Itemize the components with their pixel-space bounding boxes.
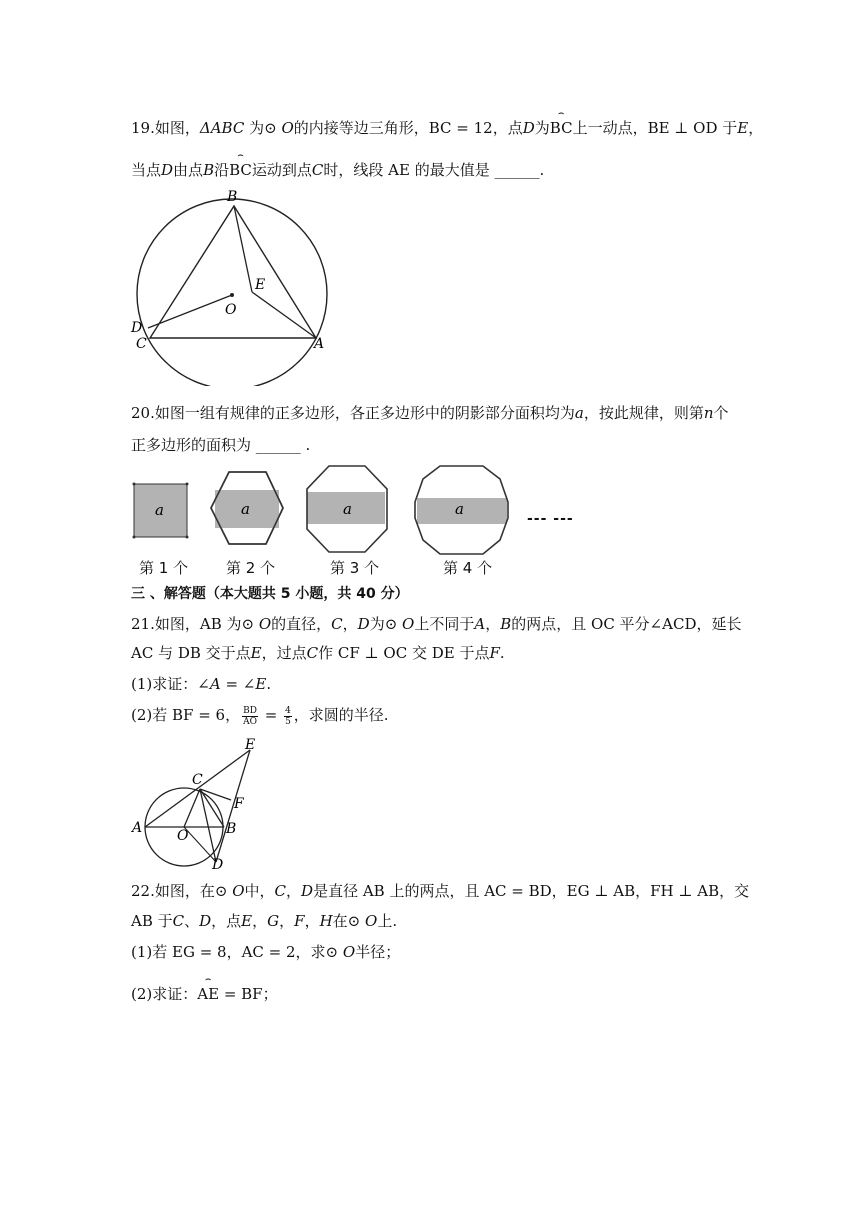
label-d: D	[212, 857, 224, 872]
polygon-2-hexagon	[211, 472, 283, 544]
q22-line1: 22.如图，在⊙ O中，C，D是直径 AB 上的两点，且 AC = BD，EG ⊥ AB，FH ⊥ AB，交	[131, 882, 750, 900]
center-point	[230, 293, 234, 297]
label-b: B	[227, 189, 238, 205]
polygon-4-decagon	[415, 466, 508, 554]
line-de	[216, 750, 250, 862]
q21-circle-figure	[130, 736, 270, 872]
arc-bc: ⌢ BC	[229, 160, 252, 180]
q21-part1: (1)求证：∠A = ∠E.	[131, 675, 272, 693]
label-o: O	[177, 828, 189, 844]
segment-be	[234, 206, 252, 292]
label-c: C	[192, 772, 203, 788]
segment-ae	[252, 292, 316, 338]
label-a: A	[132, 820, 143, 836]
caption-4: 第 4 个	[443, 559, 493, 577]
fraction-4-5: $\frac{4}{5}$	[285, 705, 291, 727]
label-f: F	[234, 796, 244, 812]
segment-do	[148, 295, 232, 328]
polygon-1-label: a	[155, 501, 164, 519]
caption-1: 第 1 个	[139, 559, 189, 577]
line-ae	[145, 750, 250, 827]
q20-polygons-figure	[125, 458, 525, 558]
section-heading: 三 、解答题（本大题共 5 小题，共 40 分）	[131, 586, 409, 602]
q22-part2: (2)求证：⌢ AE = BF；	[131, 984, 278, 1004]
q20-line1: 20.如图一组有规律的正多边形，各正多边形中的阴影部分面积均为a，按此规律，则第n个	[131, 404, 729, 422]
q21-line2: AC 与 DB 交于点E，过点C作 CF ⊥ OC 交 DE 于点F.	[131, 644, 505, 662]
arc-ae: ⌢ AE	[197, 984, 219, 1004]
q19-line1: 19.如图，ΔABC 为⊙ O的内接等边三角形，BC = 12，点D为⌢ BC上一动点，BE ⊥ OD 于E，	[131, 118, 763, 138]
caption-2: 第 2 个	[226, 559, 276, 577]
polygon-3-octagon	[307, 466, 387, 552]
circumcircle	[137, 199, 327, 386]
label-a: A	[314, 336, 325, 352]
q19-line2: 当点D由点B沿⌢ BC运动到点C时，线段 AE 的最大值是 ______.	[131, 160, 544, 180]
label-e: E	[245, 737, 256, 753]
polygon-2-label: a	[241, 500, 250, 518]
label-b: B	[226, 821, 237, 837]
polygon-4-label: a	[455, 500, 464, 518]
label-e: E	[255, 277, 266, 293]
label-o: O	[225, 302, 237, 318]
continuation-dots: --- ---	[527, 511, 574, 527]
q21-part2: (2)若 BF = 6， $\frac{BD}{AO}$ = $\frac{4}{5}$ ，求圆的半径.	[131, 705, 389, 727]
polygon-1-square	[133, 483, 189, 539]
triangle-abc	[150, 206, 316, 338]
line-oc	[184, 789, 200, 827]
q19-circle-figure	[128, 186, 328, 386]
q20-line2: 正多边形的面积为 ______ .	[131, 436, 311, 454]
arc-bc: ⌢ BC	[550, 118, 573, 138]
line-cd	[200, 789, 216, 862]
polygon-3-label: a	[343, 500, 352, 518]
label-c: C	[136, 336, 147, 352]
q21-line1: 21.如图，AB 为⊙ O的直径，C，D为⊙ O上不同于A，B的两点，且 OC 平分∠ACD，延长	[131, 615, 742, 633]
caption-3: 第 3 个	[330, 559, 380, 577]
fraction-bd-ao: $\frac{BD}{AO}$	[243, 705, 257, 727]
q22-line2: AB 于C、D，点E，G，F，H在⊙ O上.	[131, 912, 398, 930]
label-d: D	[131, 320, 143, 336]
q19-number: 19.	[131, 119, 155, 137]
q22-part1: (1)若 EG = 8，AC = 2，求⊙ O半径；	[131, 943, 401, 961]
